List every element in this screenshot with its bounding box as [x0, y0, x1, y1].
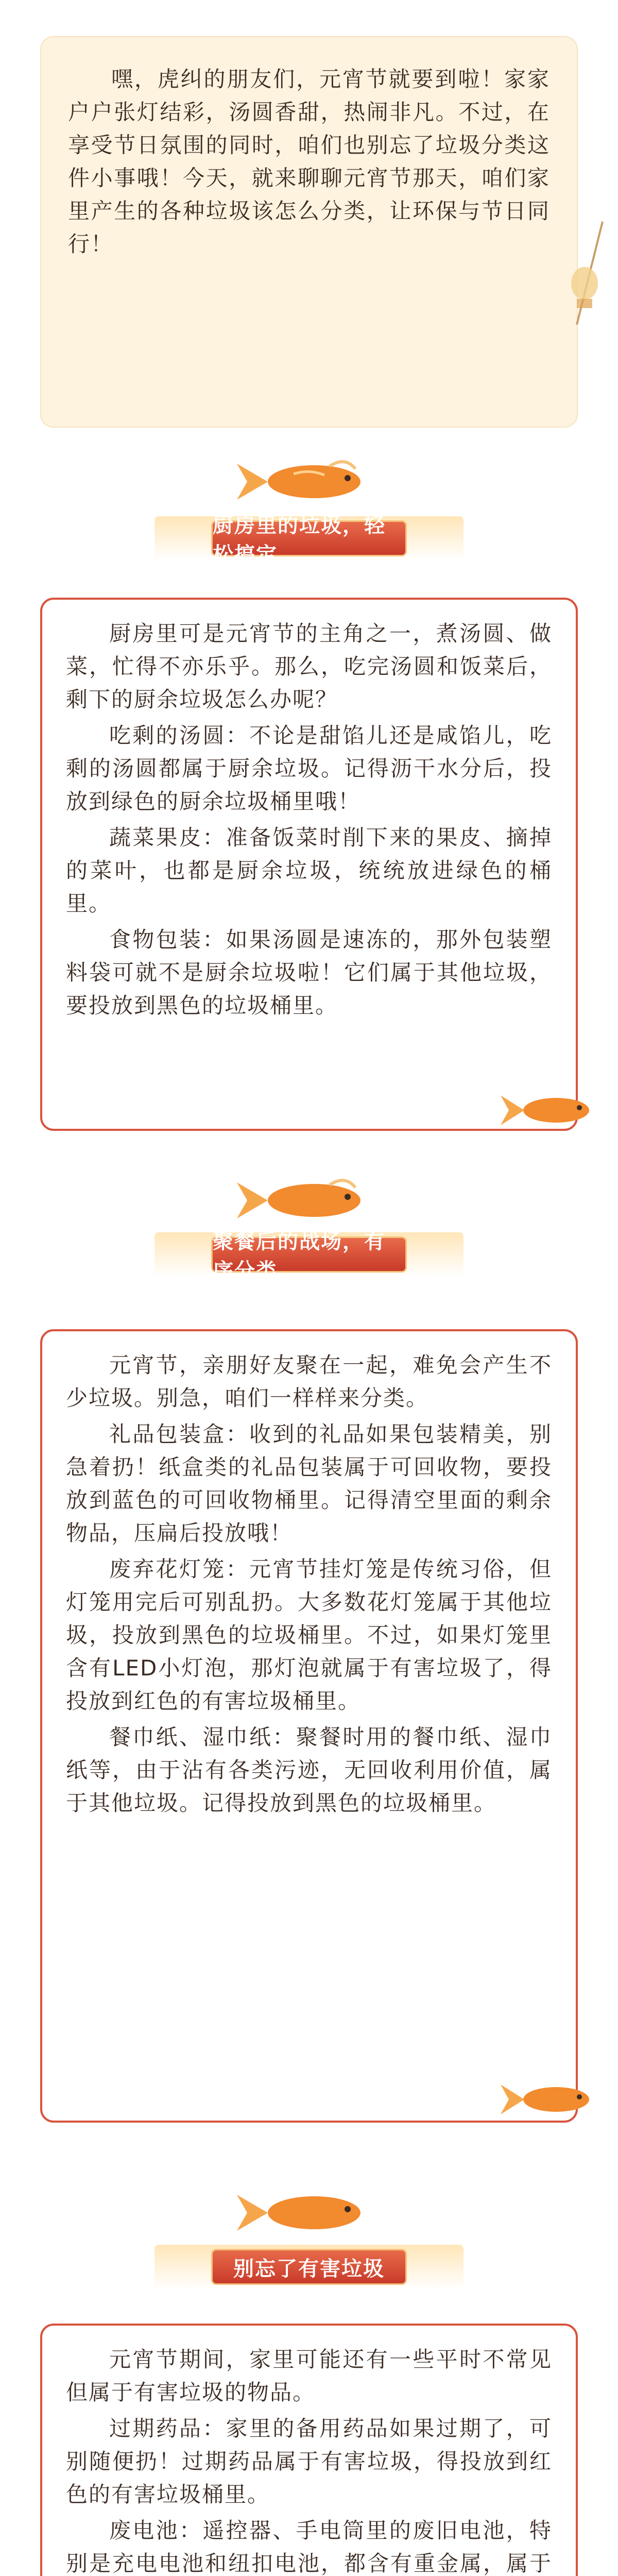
intro-text: 嘿，虎纠的朋友们，元宵节就要到啦！家家户户张灯结彩，汤圆香甜，热闹非凡。不过，在享受节日氛围的同时，咱们也别忘了垃圾分类这件小事哦！今天，就来聊聊元宵节那天，咱们家里产生的各种垃圾该怎么分类，让环保与节日同行！ [68, 66, 550, 257]
section-title: 别忘了有害垃圾 [233, 2257, 385, 2281]
section-card-party [40, 1329, 578, 2123]
koi-fish-icon [227, 2184, 391, 2241]
paragraph: 废电池：遥控器、手电筒里的废旧电池，特别是充电电池和纽扣电池，都含有重金属，属于 [66, 2518, 552, 2576]
section-header-party [154, 1226, 464, 1283]
intro-card [40, 36, 578, 428]
koi-fish-icon [227, 1172, 391, 1229]
paragraph: 蔬菜果皮：准备饭菜时削下来的果皮、摘掉的菜叶，也都是厨余垃圾，统统放进绿色的桶里。 [66, 825, 552, 916]
section-title: 聚餐后的战场，有序分类 [213, 1230, 386, 1283]
section-title: 厨房里的垃圾，轻松搞定 [213, 514, 386, 567]
paragraph: 元宵节，亲朋好友聚在一起，难免会产生不少垃圾。别急，咱们一样样来分类。 [66, 1352, 552, 1411]
section-card-kitchen [40, 598, 578, 1131]
lantern-icon [556, 222, 613, 335]
paragraph: 吃剩的汤圆：不论是甜馅儿还是咸馅儿，吃剩的汤圆都属于厨余垃圾。记得沥干水分后，投放到绿色的厨余垃圾桶里哦！ [66, 723, 552, 814]
koi-fish-icon [494, 2076, 608, 2123]
paragraph: 过期药品：家里的备用药品如果过期了，可别随便扔！过期药品属于有害垃圾，得投放到红色的有害垃圾桶里。 [66, 2416, 552, 2507]
section-header-hazardous [154, 2239, 464, 2295]
paragraph: 废弃花灯笼：元宵节挂灯笼是传统习俗，但灯笼用完后可别乱扔。大多数花灯笼属于其他垃圾，投放到黑色的垃圾桶里。不过，如果灯笼里含有LED小灯泡，那灯泡就属于有害垃圾了，得投放到红色的有害垃圾桶里。 [66, 1556, 552, 1714]
paragraph: 食物包装：如果汤圆是速冻的，那外包装塑料袋可就不是厨余垃圾啦！它们属于其他垃圾，要投放到黑色的垃圾桶里。 [66, 927, 552, 1018]
paragraph: 厨房里可是元宵节的主角之一，煮汤圆、做菜，忙得不亦乐乎。那么，吃完汤圆和饭菜后，剩下的厨余垃圾怎么办呢？ [66, 621, 552, 712]
paragraph: 礼品包装盒：收到的礼品如果包装精美，别急着扔！纸盒类的礼品包装属于可回收物，要投放到蓝色的可回收物桶里。记得清空里面的剩余物品，压扁后投放哦！ [66, 1421, 552, 1546]
section-card-hazardous [40, 2324, 578, 2576]
paragraph: 餐巾纸、湿巾纸：聚餐时用的餐巾纸、湿巾纸等，由于沾有各类污迹，无回收利用价值，属于其他垃圾。记得投放到黑色的垃圾桶里。 [66, 1724, 552, 1816]
paragraph: 元宵节期间，家里可能还有一些平时不常见但属于有害垃圾的物品。 [66, 2347, 552, 2405]
section-header-kitchen [154, 510, 464, 567]
koi-fish-icon [494, 1087, 608, 1133]
koi-fish-icon [227, 453, 391, 510]
